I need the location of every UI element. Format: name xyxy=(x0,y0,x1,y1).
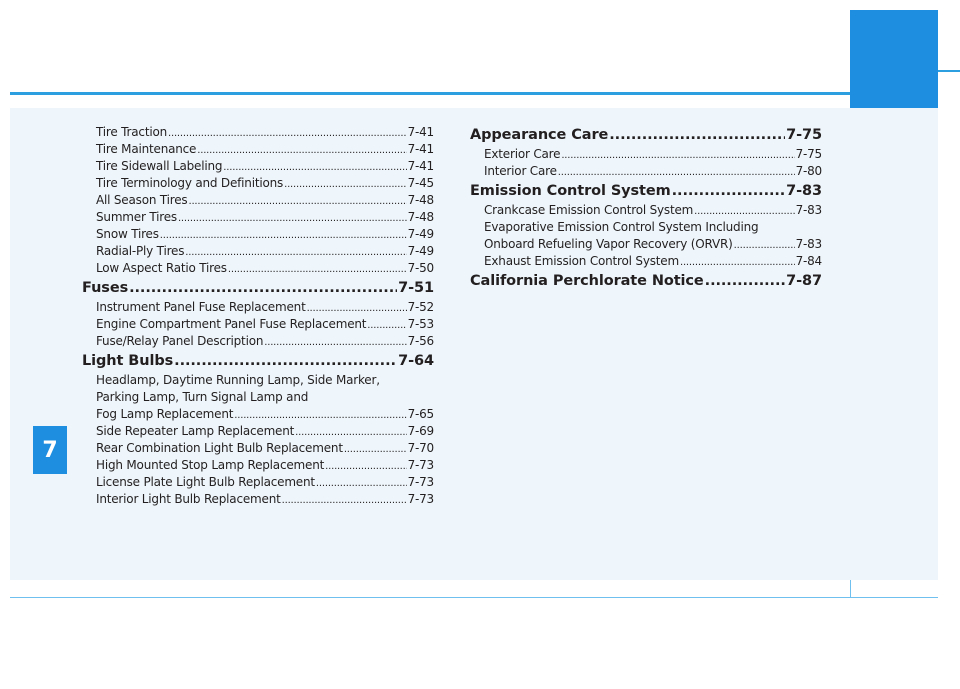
toc-leader-dots xyxy=(672,180,785,202)
toc-entry[interactable] xyxy=(470,202,822,219)
toc-leader-dots xyxy=(325,458,406,474)
toc-page-number: 7-87 xyxy=(786,273,822,289)
toc-page-number: 7-48 xyxy=(407,210,434,224)
toc-entry-title: Fog Lamp Replacement xyxy=(96,407,234,421)
toc-entry-title: Crankcase Emission Control System xyxy=(484,203,694,217)
toc-entry[interactable] xyxy=(82,474,434,491)
chapter-tab: 7 xyxy=(33,426,67,474)
toc-entry[interactable] xyxy=(470,253,822,270)
toc-leader-dots xyxy=(284,176,406,192)
toc-right-column xyxy=(470,124,822,292)
toc-entry[interactable] xyxy=(82,260,434,277)
toc-entry[interactable] xyxy=(82,440,434,457)
toc-entry-title: Interior Light Bulb Replacement xyxy=(96,492,281,506)
toc-page-number: 7-73 xyxy=(407,492,434,506)
toc-leader-dots xyxy=(264,334,406,350)
header-rule-right xyxy=(938,70,960,72)
footer-rule xyxy=(10,597,938,598)
toc-leader-dots xyxy=(174,350,397,372)
toc-leader-dots xyxy=(558,164,795,180)
toc-leader-dots xyxy=(295,424,406,440)
toc-page-number: 7-73 xyxy=(407,475,434,489)
toc-entry[interactable] xyxy=(470,146,822,163)
toc-entry-title: Tire Sidewall Labeling xyxy=(96,159,223,173)
toc-leader-dots xyxy=(223,159,406,175)
toc-section-heading[interactable] xyxy=(470,124,822,146)
toc-entry-title: Engine Compartment Panel Fuse Replacement xyxy=(96,317,367,331)
toc-leader-dots xyxy=(160,227,407,243)
toc-entry[interactable] xyxy=(82,158,434,175)
toc-entry-title: Low Aspect Ratio Tires xyxy=(96,261,227,275)
toc-page-number: 7-56 xyxy=(407,334,434,348)
toc-entry-title: Tire Maintenance xyxy=(96,142,197,156)
toc-page-number: 7-48 xyxy=(407,193,434,207)
toc-entry[interactable] xyxy=(82,141,434,158)
toc-entry-text: Evaporative Emission Control System Including xyxy=(484,220,759,234)
toc-entry-title: Instrument Panel Fuse Replacement xyxy=(96,300,306,314)
toc-entry[interactable] xyxy=(82,316,434,333)
toc-entry-title: Rear Combination Light Bulb Replacement xyxy=(96,441,343,455)
toc-leader-dots xyxy=(129,277,397,299)
toc-entry[interactable] xyxy=(82,491,434,508)
toc-entry-title: Tire Terminology and Definitions xyxy=(96,176,284,190)
toc-entry-title: Appearance Care xyxy=(470,127,609,143)
toc-leader-dots xyxy=(234,407,406,423)
toc-leader-dots xyxy=(609,124,785,146)
toc-entry-title: High Mounted Stop Lamp Replacement xyxy=(96,458,325,472)
toc-leader-dots xyxy=(680,254,795,270)
toc-entry[interactable] xyxy=(82,209,434,226)
toc-entry[interactable] xyxy=(82,175,434,192)
toc-entry-title: Radial-Ply Tires xyxy=(96,244,185,258)
toc-leader-dots xyxy=(316,475,407,491)
toc-page-number: 7-75 xyxy=(786,127,822,143)
toc-leader-dots xyxy=(734,237,795,253)
toc-leader-dots xyxy=(282,492,407,508)
toc-entry-title: California Perchlorate Notice xyxy=(470,273,704,289)
toc-page-number: 7-83 xyxy=(795,237,822,251)
toc-entry-text: Parking Lamp, Turn Signal Lamp and xyxy=(96,390,309,404)
toc-entry[interactable] xyxy=(470,163,822,180)
toc-entry-title: Interior Care xyxy=(484,164,557,178)
toc-entry[interactable] xyxy=(82,457,434,474)
toc-entry[interactable] xyxy=(82,423,434,440)
toc-page-number: 7-80 xyxy=(795,164,822,178)
toc-leader-dots xyxy=(185,244,406,260)
toc-section-heading[interactable] xyxy=(470,180,822,202)
toc-page-number: 7-83 xyxy=(786,183,822,199)
toc-entry-title: Emission Control System xyxy=(470,183,671,199)
toc-entry[interactable] xyxy=(82,406,434,423)
toc-page-number: 7-45 xyxy=(407,176,434,190)
toc-page-number: 7-49 xyxy=(407,244,434,258)
toc-entry-title: Snow Tires xyxy=(96,227,159,241)
toc-page-number: 7-64 xyxy=(398,353,434,369)
toc-page-number: 7-51 xyxy=(398,280,434,296)
toc-entry-title: Fuse/Relay Panel Description xyxy=(96,334,264,348)
toc-page-number: 7-41 xyxy=(407,125,434,139)
toc-page-number: 7-49 xyxy=(407,227,434,241)
toc-entry-title: Side Repeater Lamp Replacement xyxy=(96,424,295,438)
toc-page-number: 7-41 xyxy=(407,159,434,173)
toc-page-number: 7-73 xyxy=(407,458,434,472)
toc-entry[interactable] xyxy=(82,243,434,260)
toc-page-number: 7-75 xyxy=(795,147,822,161)
toc-page-number: 7-52 xyxy=(407,300,434,314)
toc-leader-dots xyxy=(367,317,406,333)
toc-section-heading[interactable] xyxy=(82,350,434,372)
toc-leader-dots xyxy=(307,300,407,316)
toc-page-number: 7-83 xyxy=(795,203,822,217)
toc-entry-text: Headlamp, Daytime Running Lamp, Side Marker, xyxy=(96,373,380,387)
toc-entry[interactable] xyxy=(82,192,434,209)
toc-entry[interactable] xyxy=(82,124,434,141)
toc-entry-title: Exterior Care xyxy=(484,147,561,161)
toc-entry[interactable] xyxy=(470,236,822,253)
toc-entry[interactable] xyxy=(82,299,434,316)
toc-leader-dots xyxy=(561,147,794,163)
toc-leader-dots xyxy=(694,203,794,219)
toc-page-number: 7-41 xyxy=(407,142,434,156)
toc-leader-dots xyxy=(344,441,407,457)
toc-entry[interactable] xyxy=(82,226,434,243)
toc-section-heading[interactable] xyxy=(470,270,822,292)
toc-leader-dots xyxy=(188,193,406,209)
toc-page-number: 7-65 xyxy=(407,407,434,421)
toc-section-heading[interactable] xyxy=(82,277,434,299)
toc-entry-title: License Plate Light Bulb Replacement xyxy=(96,475,315,489)
corner-block xyxy=(850,10,938,108)
toc-leader-dots xyxy=(178,210,407,226)
toc-page-number: 7-84 xyxy=(795,254,822,268)
toc-leader-dots xyxy=(228,261,407,277)
toc-entry-title: Exhaust Emission Control System xyxy=(484,254,679,268)
toc-entry-title: Tire Traction xyxy=(96,125,167,139)
toc-page-number: 7-50 xyxy=(407,261,434,275)
toc-leader-dots xyxy=(705,270,785,292)
toc-entry-title: All Season Tires xyxy=(96,193,188,207)
toc-entry-title: Fuses xyxy=(82,280,129,296)
toc-entry[interactable] xyxy=(82,333,434,350)
toc-leader-dots xyxy=(168,125,407,141)
header-rule xyxy=(10,92,850,95)
toc-page-number: 7-53 xyxy=(407,317,434,331)
toc-entry-title: Onboard Refueling Vapor Recovery (ORVR) xyxy=(484,237,733,251)
toc-entry-title: Summer Tires xyxy=(96,210,177,224)
toc-leader-dots xyxy=(197,142,406,158)
toc-page-number: 7-69 xyxy=(407,424,434,438)
toc-left-column xyxy=(82,124,434,508)
toc-page-number: 7-70 xyxy=(407,441,434,455)
toc-entry-title: Light Bulbs xyxy=(82,353,174,369)
